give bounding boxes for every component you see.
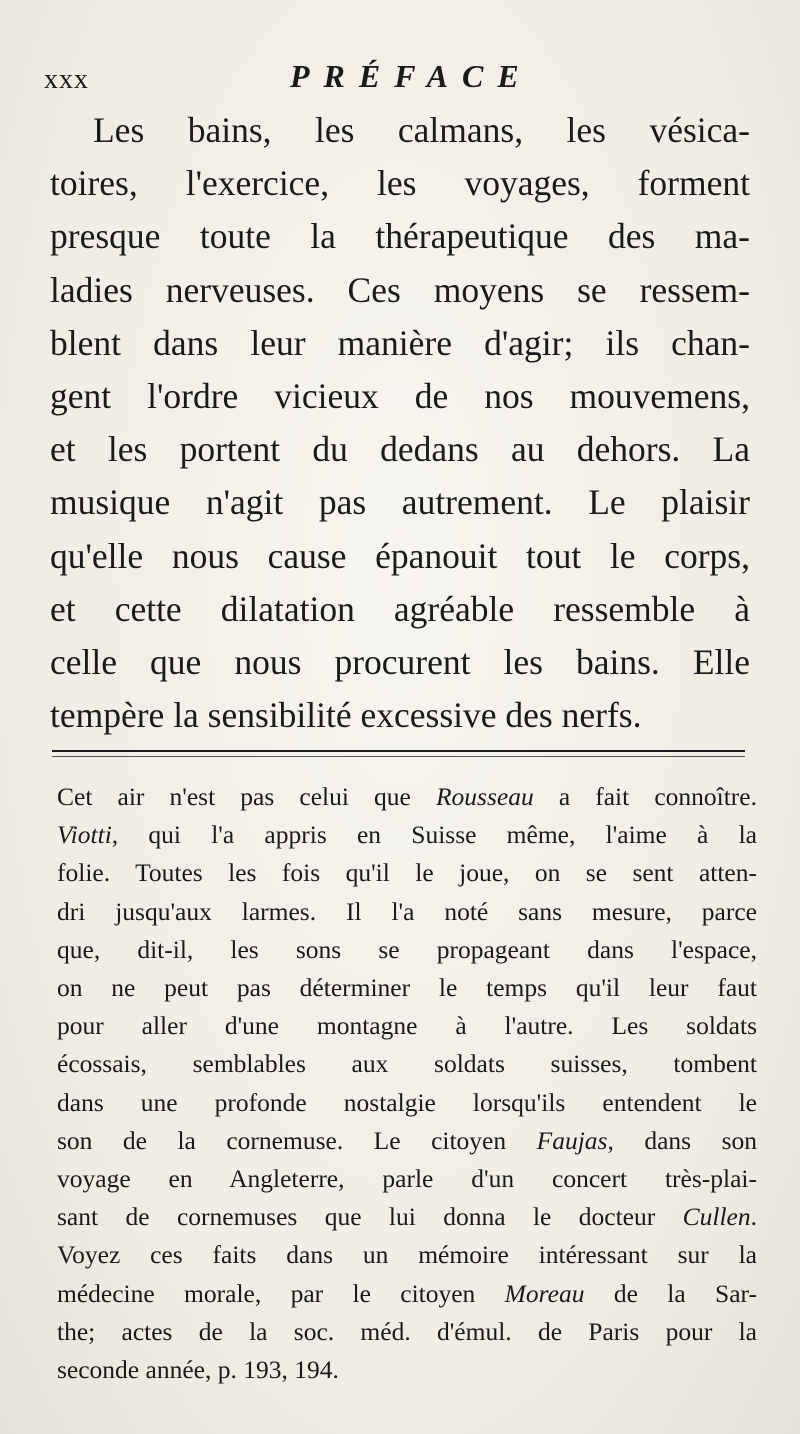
text-line: et cette dilatation agréable ressemble à bbox=[50, 588, 750, 629]
footnote-text: a fait connoître. bbox=[533, 782, 757, 811]
footnote-line: voyage en Angleterre, parle d'un concert très-plai- bbox=[57, 1164, 757, 1194]
footnote-line bbox=[57, 816, 757, 854]
footnote-text: son de la cornemuse. Le citoyen bbox=[57, 1125, 537, 1155]
footnote-text: sant de cornemuses que lui donna le docteur bbox=[57, 1202, 683, 1232]
footnote bbox=[57, 778, 757, 1389]
text-line: musique n'agit pas autrement. Le plaisir bbox=[50, 482, 750, 523]
text-line: blent dans leur manière d'agir; ils chan- bbox=[50, 322, 750, 363]
footnote-line: folie. Toutes les fois qu'il le joue, on se sent atten- bbox=[57, 858, 757, 888]
footnote-line: on ne peut pas déterminer le temps qu'il leur faut bbox=[57, 973, 757, 1003]
text-line: ladies nerveuses. Ces moyens se ressem- bbox=[50, 269, 750, 310]
footnote-line bbox=[57, 1275, 757, 1313]
text-line: gent l'ordre vicieux de nos mouvemens, bbox=[50, 376, 750, 417]
footnote-line bbox=[57, 1198, 757, 1236]
footnote-line bbox=[57, 778, 757, 816]
footnote-line: dans une profonde nostalgie lorsqu'ils entendent le bbox=[57, 1087, 757, 1117]
footnote-line: pour aller d'une montagne à l'autre. Les soldats bbox=[57, 1011, 757, 1041]
page-number: xxx bbox=[44, 64, 89, 95]
person-name: Cullen bbox=[682, 1202, 751, 1232]
footnote-line: dri jusqu'aux larmes. Il l'a noté sans mesure, parce bbox=[57, 896, 757, 926]
text-line: et les portent du dedans au dehors. La bbox=[50, 429, 750, 470]
footnote-text: , qui l'a appris en Suisse même, l'aime à la bbox=[111, 820, 757, 850]
footnote-line: seconde année, p. 193, 194. bbox=[57, 1355, 339, 1385]
footnote-line: que, dit-il, les sons se propageant dans l'espace, bbox=[57, 934, 757, 964]
text-line: tempère la sensibilité excessive des nerfs. bbox=[50, 695, 642, 736]
footnote-text: . bbox=[750, 1202, 757, 1232]
footnote-line bbox=[57, 1122, 757, 1160]
footnote-divider-thin bbox=[52, 756, 745, 757]
person-name: Moreau bbox=[504, 1278, 585, 1308]
text-line: presque toute la thérapeutique des ma- bbox=[50, 216, 750, 257]
text-line: Les bains, les calmans, les vésica- bbox=[93, 110, 750, 150]
text-line: celle que nous procurent les bains. Elle bbox=[50, 642, 750, 683]
person-name: Viotti bbox=[57, 820, 112, 850]
person-name: Faujas bbox=[536, 1125, 608, 1155]
page-header bbox=[44, 58, 744, 98]
text-line: toires, l'exercice, les voyages, forment bbox=[50, 163, 750, 204]
footnote-line: Voyez ces faits dans un mémoire intéressant sur la bbox=[57, 1240, 757, 1270]
footnote-text: , dans son bbox=[607, 1125, 757, 1155]
footnote-text: Cet air n'est pas celui que bbox=[57, 782, 436, 811]
footnote-line: écossais, semblables aux soldats suisses, tombent bbox=[57, 1049, 757, 1079]
person-name: Rousseau bbox=[435, 782, 534, 811]
text-line: qu'elle nous cause épanouit tout le corps, bbox=[50, 535, 750, 576]
footnote-line: the; actes de la soc. méd. d'émul. de Paris pour la bbox=[57, 1316, 757, 1346]
main-paragraph bbox=[50, 104, 750, 742]
footnote-divider bbox=[52, 750, 745, 752]
footnote-text: de la Sar- bbox=[584, 1278, 757, 1308]
running-title: PRÉFACE bbox=[290, 58, 533, 94]
footnote-text: médecine morale, par le citoyen bbox=[57, 1278, 505, 1308]
